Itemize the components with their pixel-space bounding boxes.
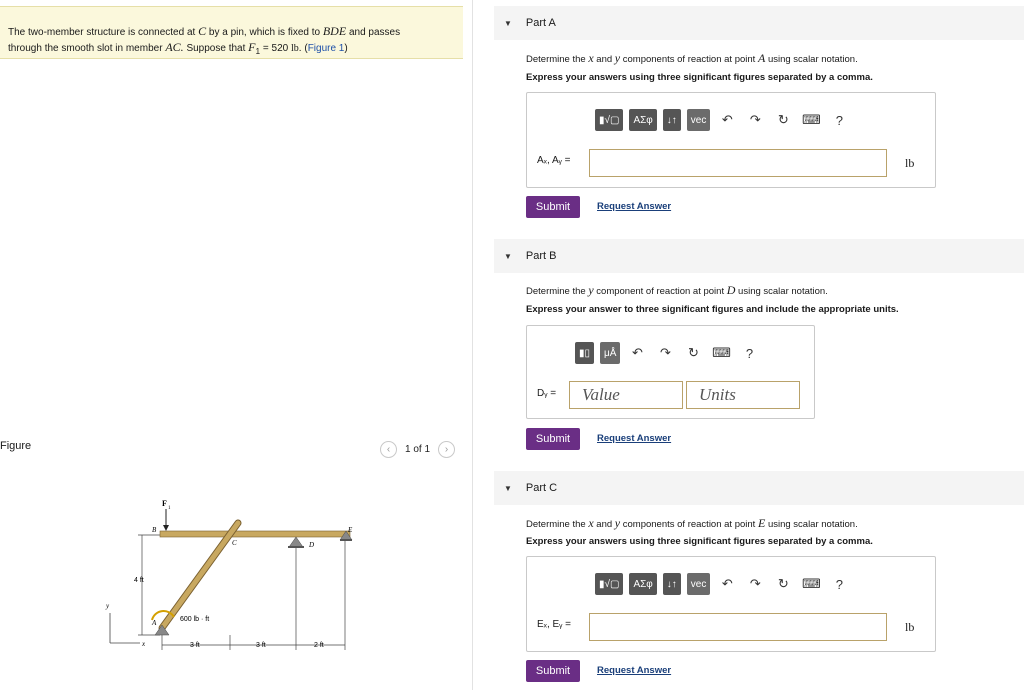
part-a-toolbar [595,109,850,131]
part-a-answer-input[interactable] [589,149,887,177]
part-c-request-answer-link[interactable]: Request Answer [597,665,672,676]
symbol-c: C [198,24,207,38]
part-b-units-input[interactable]: Units [686,381,800,409]
part-a-submit-button[interactable]: Submit [526,196,580,218]
problem-text: through the smooth slot in member [8,43,163,54]
keyboard-icon[interactable]: ⌨ [712,345,731,360]
part-c-unit: lb [905,620,915,634]
keyboard-icon[interactable]: ⌨ [801,112,821,127]
reset-icon[interactable]: ↻ [688,345,699,360]
problem-text: by a pin, which is fixed to [208,27,321,38]
structure-diagram [100,495,370,660]
redo-icon[interactable]: ↷ [660,345,671,360]
part-a-format-note: Express your answers using three significant figures separated by a comma. [526,72,873,83]
subscript-button[interactable]: ↓↑ [663,109,681,131]
part-b-toolbar [575,342,760,364]
undo-icon[interactable]: ↶ [721,576,733,591]
part-a-unit: lb [905,156,915,170]
axis-y-label: y [106,602,110,610]
redo-icon[interactable]: ↷ [749,576,761,591]
figure-label: Figure [0,440,32,452]
symbol-f1: F [248,40,256,54]
subscript-button[interactable]: ↓↑ [663,573,681,595]
templates-button[interactable]: ▮▯ [575,342,594,364]
templates-button[interactable]: ▮√▢ [595,573,623,595]
part-c-answer-box [526,556,936,652]
figure-pager [380,440,462,458]
part-b-value-input[interactable]: Value [569,381,683,409]
templates-button[interactable]: ▮√▢ [595,109,623,131]
vector-button[interactable]: vec [687,109,711,131]
part-a-instruction: Determine the x and y components of reaction at point A using scalar notation. [526,51,858,65]
keyboard-icon[interactable]: ⌨ [801,576,821,591]
axis-x-label: x [142,640,146,648]
reset-icon[interactable]: ↻ [777,576,789,591]
point-c-label: C [232,539,237,547]
dim-3ft-a: 3 ft [190,642,200,649]
collapse-triangle-icon: ▼ [504,483,512,493]
part-c-format-note: Express your answers using three significant figures separated by a comma. [526,536,873,547]
part-b-answer-box [526,325,815,419]
collapse-triangle-icon: ▼ [504,18,512,28]
part-b-instruction: Determine the y component of reaction at point D using scalar notation. [526,283,828,297]
help-icon[interactable]: ? [835,112,843,128]
redo-icon[interactable]: ↷ [749,112,761,127]
part-a-title: Part A [525,17,556,29]
point-e-label: E [348,526,353,534]
symbol-ac: AC. [165,40,184,54]
part-c-header[interactable] [494,471,1024,505]
greek-symbols-button[interactable]: ΑΣφ [629,109,656,131]
part-b-format-note: Express your answer to three significant figures and include the appropriate units. [526,304,899,315]
problem-text: ) [344,43,348,54]
dim-4ft: 4 ft [134,577,144,584]
problem-statement [0,6,463,59]
pager-text: 1 of 1 [405,443,431,455]
problem-text: . ( [298,43,308,54]
dim-3ft-b: 3 ft [256,642,266,649]
part-c-answer-input[interactable] [589,613,887,641]
pager-prev-button[interactable]: ‹ [380,441,397,458]
force-f1-sub: 1 [168,506,171,511]
part-c-toolbar [595,573,850,595]
part-b-title: Part B [525,250,557,262]
force-f1-label: F [162,499,167,508]
part-c-title: Part C [525,482,558,494]
problem-text: Suppose that [186,43,246,54]
part-b-answer-label: Dᵧ = [537,388,557,399]
units-button[interactable]: μÅ [600,342,620,364]
undo-icon[interactable]: ↶ [721,112,733,127]
vector-button[interactable]: vec [687,573,711,595]
symbol-f1-sub: 1 [255,46,261,56]
problem-text: and passes [348,27,401,38]
symbol-bde: BDE [322,24,347,38]
reset-icon[interactable]: ↻ [777,112,789,127]
part-c-answer-label: Eₓ, Eᵧ = [537,619,572,630]
part-a-header[interactable] [494,6,1024,40]
pager-next-button[interactable]: › [438,441,455,458]
problem-value: = 520 [262,43,289,54]
undo-icon[interactable]: ↶ [632,345,643,360]
part-b-submit-button[interactable]: Submit [526,428,580,450]
part-a-answer-label: Aₓ, Aᵧ = [537,155,571,166]
moment-label: 600 lb · ft [180,616,210,623]
greek-symbols-button[interactable]: ΑΣφ [629,573,656,595]
column-divider [472,0,473,690]
problem-text: The two-member structure is connected at [8,27,196,38]
point-b-label: B [152,526,157,534]
dim-2ft: 2 ft [314,642,324,649]
problem-unit: lb [291,43,299,54]
help-icon[interactable]: ? [835,576,843,592]
figure-link[interactable]: Figure 1 [307,43,345,54]
part-a-request-answer-link[interactable]: Request Answer [597,201,672,212]
point-d-label: D [309,541,315,549]
part-a-answer-box [526,92,936,188]
part-c-instruction: Determine the x and y components of reaction at point E using scalar notation. [526,516,858,530]
part-c-submit-button[interactable]: Submit [526,660,580,682]
point-a-label: A [152,619,157,627]
part-b-request-answer-link[interactable]: Request Answer [597,433,672,444]
collapse-triangle-icon: ▼ [504,251,512,261]
part-b-header[interactable] [494,239,1024,273]
help-icon[interactable]: ? [745,345,754,361]
